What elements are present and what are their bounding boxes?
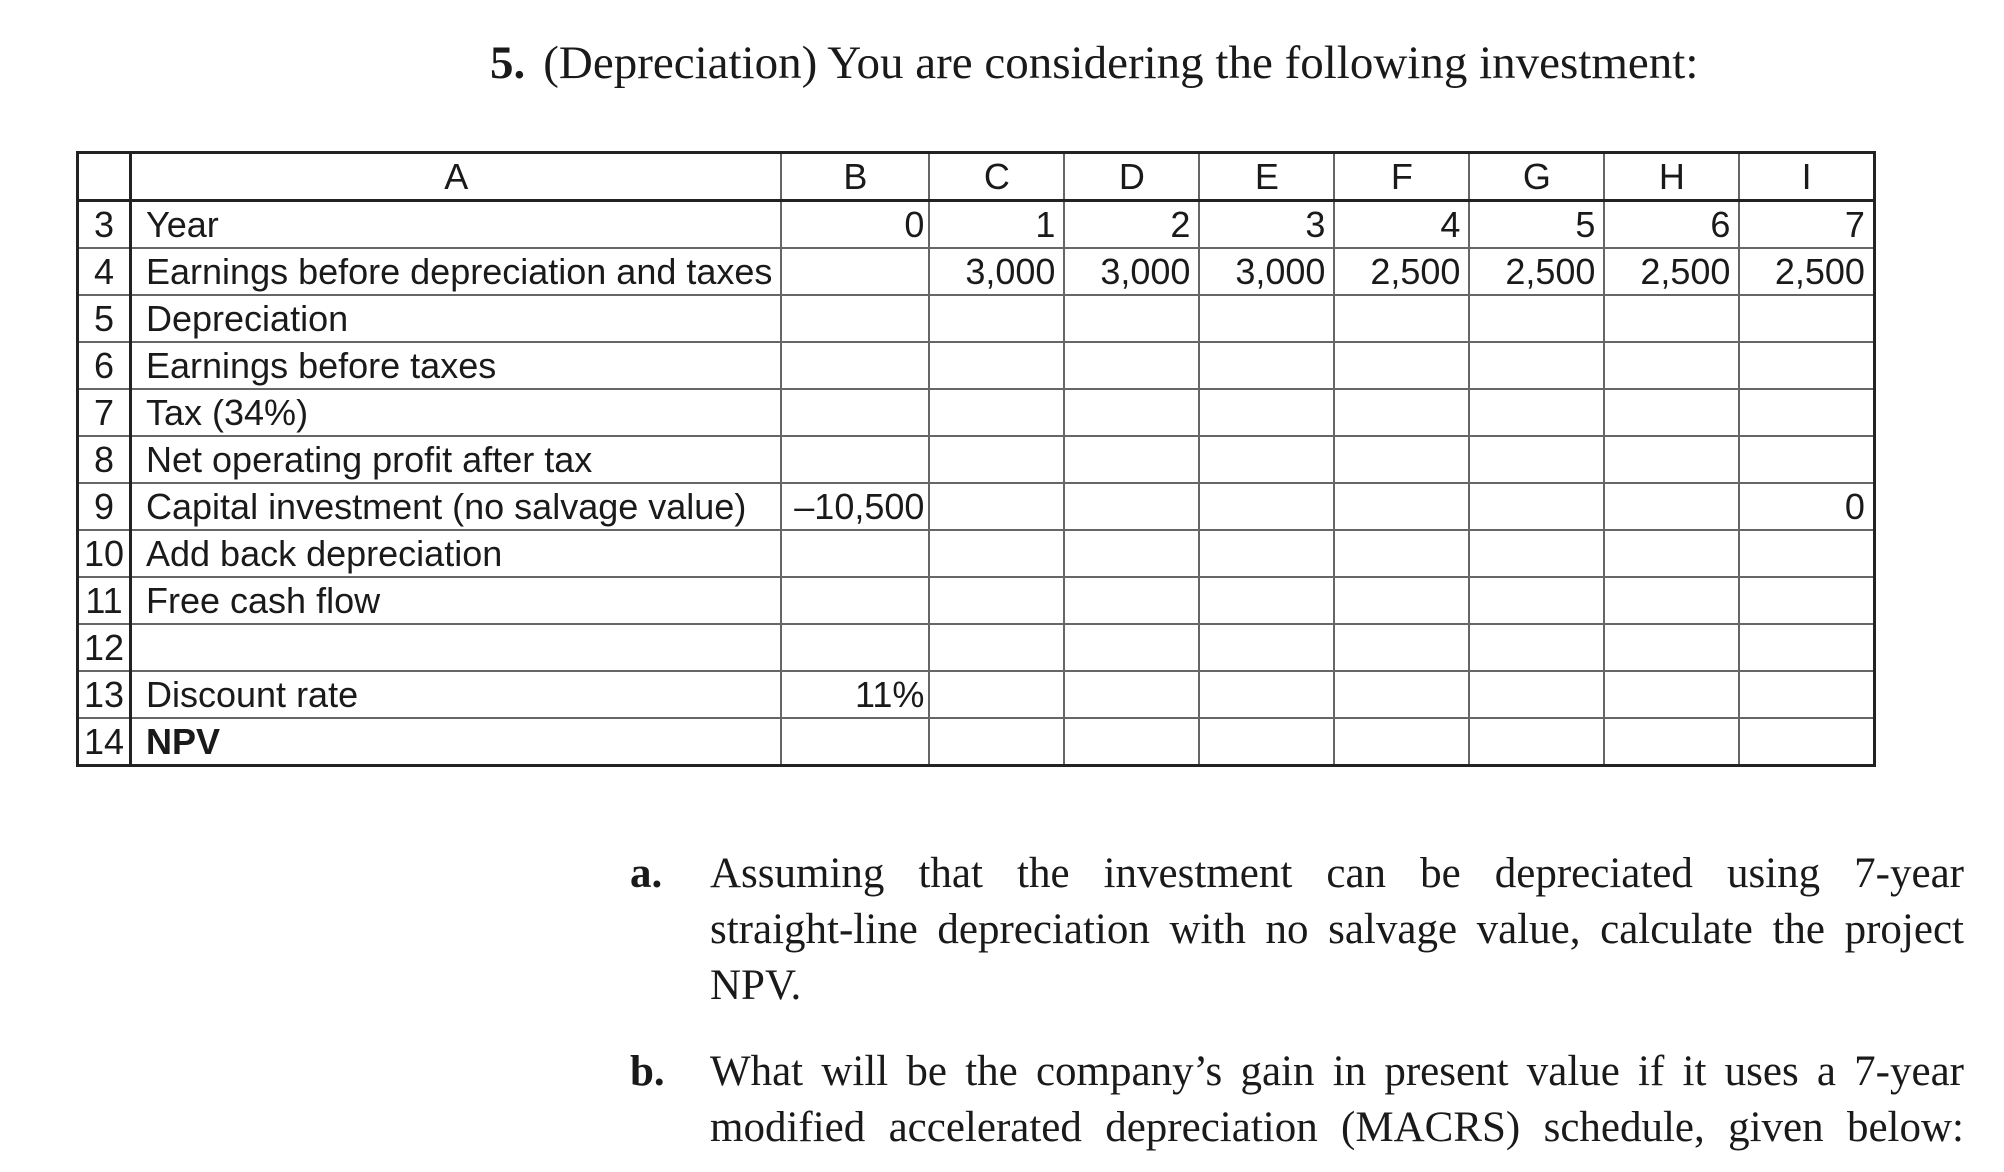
value-cell	[1604, 718, 1739, 766]
question-b-letter: b.	[630, 1048, 665, 1095]
value-cell	[929, 718, 1064, 766]
value-cell: –10,500	[781, 483, 929, 530]
value-cell: 3,000	[1064, 248, 1199, 295]
problem-number: 5.	[490, 37, 526, 89]
value-cell	[781, 436, 929, 483]
question-b-line-1: What will be the company’s gain in present value if it uses a 7-year	[710, 1048, 1964, 1095]
value-cell	[781, 624, 929, 671]
question-a-line-2: straight-line depreciation with no salvage value, calculate the project	[710, 906, 1964, 953]
value-cell	[1604, 295, 1739, 342]
value-cell	[929, 436, 1064, 483]
table-row	[78, 248, 1875, 295]
value-cell	[1064, 577, 1199, 624]
row-number: 3	[78, 201, 131, 249]
problem-title: (Depreciation) You are considering the following investment:	[543, 37, 1699, 89]
value-cell	[1469, 577, 1604, 624]
value-cell	[1334, 436, 1469, 483]
value-cell	[1604, 577, 1739, 624]
value-cell	[1334, 295, 1469, 342]
column-header-row	[78, 153, 1875, 201]
value-cell: 2,500	[1604, 248, 1739, 295]
value-cell: 5	[1469, 201, 1604, 249]
value-cell	[929, 389, 1064, 436]
row-number: 7	[78, 389, 131, 436]
question-a-line-1: Assuming that the investment can be depreciated using 7-year	[710, 850, 1964, 897]
value-cell	[1334, 671, 1469, 718]
value-cell	[1199, 483, 1334, 530]
value-cell: 2,500	[1739, 248, 1874, 295]
value-cell	[929, 671, 1064, 718]
question-a-line-3: NPV.	[710, 962, 802, 1009]
value-cell: 4	[1334, 201, 1469, 249]
value-cell	[781, 342, 929, 389]
row-label: Tax (34%)	[131, 389, 782, 436]
table-row	[78, 201, 1875, 249]
value-cell	[1334, 342, 1469, 389]
value-cell	[929, 342, 1064, 389]
value-cell: 11%	[781, 671, 929, 718]
column-header: C	[929, 153, 1064, 201]
column-header: E	[1199, 153, 1334, 201]
row-label: NPV	[131, 718, 782, 766]
column-header: A	[131, 153, 782, 201]
value-cell	[1469, 718, 1604, 766]
value-cell	[781, 295, 929, 342]
value-cell	[1469, 436, 1604, 483]
value-cell	[1739, 389, 1874, 436]
value-cell	[1064, 295, 1199, 342]
value-cell: 2	[1064, 201, 1199, 249]
value-cell	[781, 248, 929, 295]
value-cell	[1739, 624, 1874, 671]
value-cell	[1469, 389, 1604, 436]
value-cell	[1604, 436, 1739, 483]
value-cell	[1064, 342, 1199, 389]
value-cell: 3,000	[929, 248, 1064, 295]
table-row	[78, 342, 1875, 389]
value-cell	[1064, 671, 1199, 718]
table-row	[78, 530, 1875, 577]
value-cell	[1199, 624, 1334, 671]
value-cell	[1604, 671, 1739, 718]
question-b-text	[710, 1044, 1964, 1156]
value-cell	[1739, 671, 1874, 718]
value-cell	[1739, 577, 1874, 624]
row-label	[131, 624, 782, 671]
column-header: D	[1064, 153, 1199, 201]
row-number: 13	[78, 671, 131, 718]
column-header: F	[1334, 153, 1469, 201]
value-cell	[1739, 295, 1874, 342]
value-cell	[781, 389, 929, 436]
row-number: 11	[78, 577, 131, 624]
value-cell	[1334, 389, 1469, 436]
value-cell	[1064, 530, 1199, 577]
row-label: Free cash flow	[131, 577, 782, 624]
value-cell	[1064, 624, 1199, 671]
value-cell	[929, 530, 1064, 577]
table-row	[78, 295, 1875, 342]
value-cell	[1469, 671, 1604, 718]
value-cell	[1064, 483, 1199, 530]
row-number: 10	[78, 530, 131, 577]
value-cell	[781, 718, 929, 766]
table-row	[78, 671, 1875, 718]
value-cell	[1739, 718, 1874, 766]
value-cell: 0	[781, 201, 929, 249]
table-row	[78, 624, 1875, 671]
row-number: 8	[78, 436, 131, 483]
value-cell	[781, 577, 929, 624]
table-row	[78, 389, 1875, 436]
column-header: B	[781, 153, 929, 201]
value-cell	[1334, 624, 1469, 671]
value-cell	[1469, 342, 1604, 389]
value-cell	[1199, 342, 1334, 389]
value-cell	[1199, 577, 1334, 624]
row-label: Depreciation	[131, 295, 782, 342]
value-cell	[1334, 718, 1469, 766]
value-cell	[1739, 530, 1874, 577]
value-cell	[1199, 389, 1334, 436]
value-cell	[1199, 436, 1334, 483]
value-cell: 0	[1739, 483, 1874, 530]
value-cell: 1	[929, 201, 1064, 249]
question-a-text	[710, 846, 1964, 1014]
row-label: Earnings before taxes	[131, 342, 782, 389]
row-label: Net operating profit after tax	[131, 436, 782, 483]
row-number: 6	[78, 342, 131, 389]
value-cell: 7	[1739, 201, 1874, 249]
value-cell	[1469, 624, 1604, 671]
row-number: 14	[78, 718, 131, 766]
value-cell	[1604, 389, 1739, 436]
table-row	[78, 436, 1875, 483]
row-label: Add back depreciation	[131, 530, 782, 577]
row-label: Year	[131, 201, 782, 249]
table-row	[78, 483, 1875, 530]
column-header: H	[1604, 153, 1739, 201]
row-label: Earnings before depreciation and taxes	[131, 248, 782, 295]
value-cell	[1469, 483, 1604, 530]
value-cell	[929, 483, 1064, 530]
value-cell	[1199, 718, 1334, 766]
value-cell	[929, 577, 1064, 624]
value-cell: 2,500	[1469, 248, 1604, 295]
value-cell	[1604, 342, 1739, 389]
value-cell: 3,000	[1199, 248, 1334, 295]
row-number: 5	[78, 295, 131, 342]
row-label: Capital investment (no salvage value)	[131, 483, 782, 530]
value-cell	[1739, 436, 1874, 483]
spreadsheet-body	[78, 153, 1875, 766]
value-cell	[1064, 718, 1199, 766]
value-cell	[929, 295, 1064, 342]
value-cell	[1604, 530, 1739, 577]
value-cell	[781, 530, 929, 577]
spreadsheet-table	[76, 151, 1876, 767]
column-header: G	[1469, 153, 1604, 201]
value-cell	[1334, 577, 1469, 624]
value-cell: 2,500	[1334, 248, 1469, 295]
value-cell	[1334, 530, 1469, 577]
value-cell	[1469, 295, 1604, 342]
question-b-line-2: modified accelerated depreciation (MACRS) schedule, given below:	[710, 1104, 1964, 1151]
row-number: 12	[78, 624, 131, 671]
value-cell	[1199, 295, 1334, 342]
value-cell	[1199, 530, 1334, 577]
value-cell: 3	[1199, 201, 1334, 249]
table-row	[78, 718, 1875, 766]
corner-cell	[78, 153, 131, 201]
value-cell	[929, 624, 1064, 671]
value-cell	[1064, 389, 1199, 436]
value-cell	[1604, 483, 1739, 530]
value-cell	[1604, 624, 1739, 671]
table-row	[78, 577, 1875, 624]
question-a-letter: a.	[630, 850, 663, 897]
row-number: 9	[78, 483, 131, 530]
value-cell	[1199, 671, 1334, 718]
row-label: Discount rate	[131, 671, 782, 718]
value-cell	[1064, 436, 1199, 483]
problem-heading	[490, 36, 1698, 90]
value-cell: 6	[1604, 201, 1739, 249]
column-header: I	[1739, 153, 1874, 201]
row-number: 4	[78, 248, 131, 295]
value-cell	[1469, 530, 1604, 577]
value-cell	[1739, 342, 1874, 389]
value-cell	[1334, 483, 1469, 530]
